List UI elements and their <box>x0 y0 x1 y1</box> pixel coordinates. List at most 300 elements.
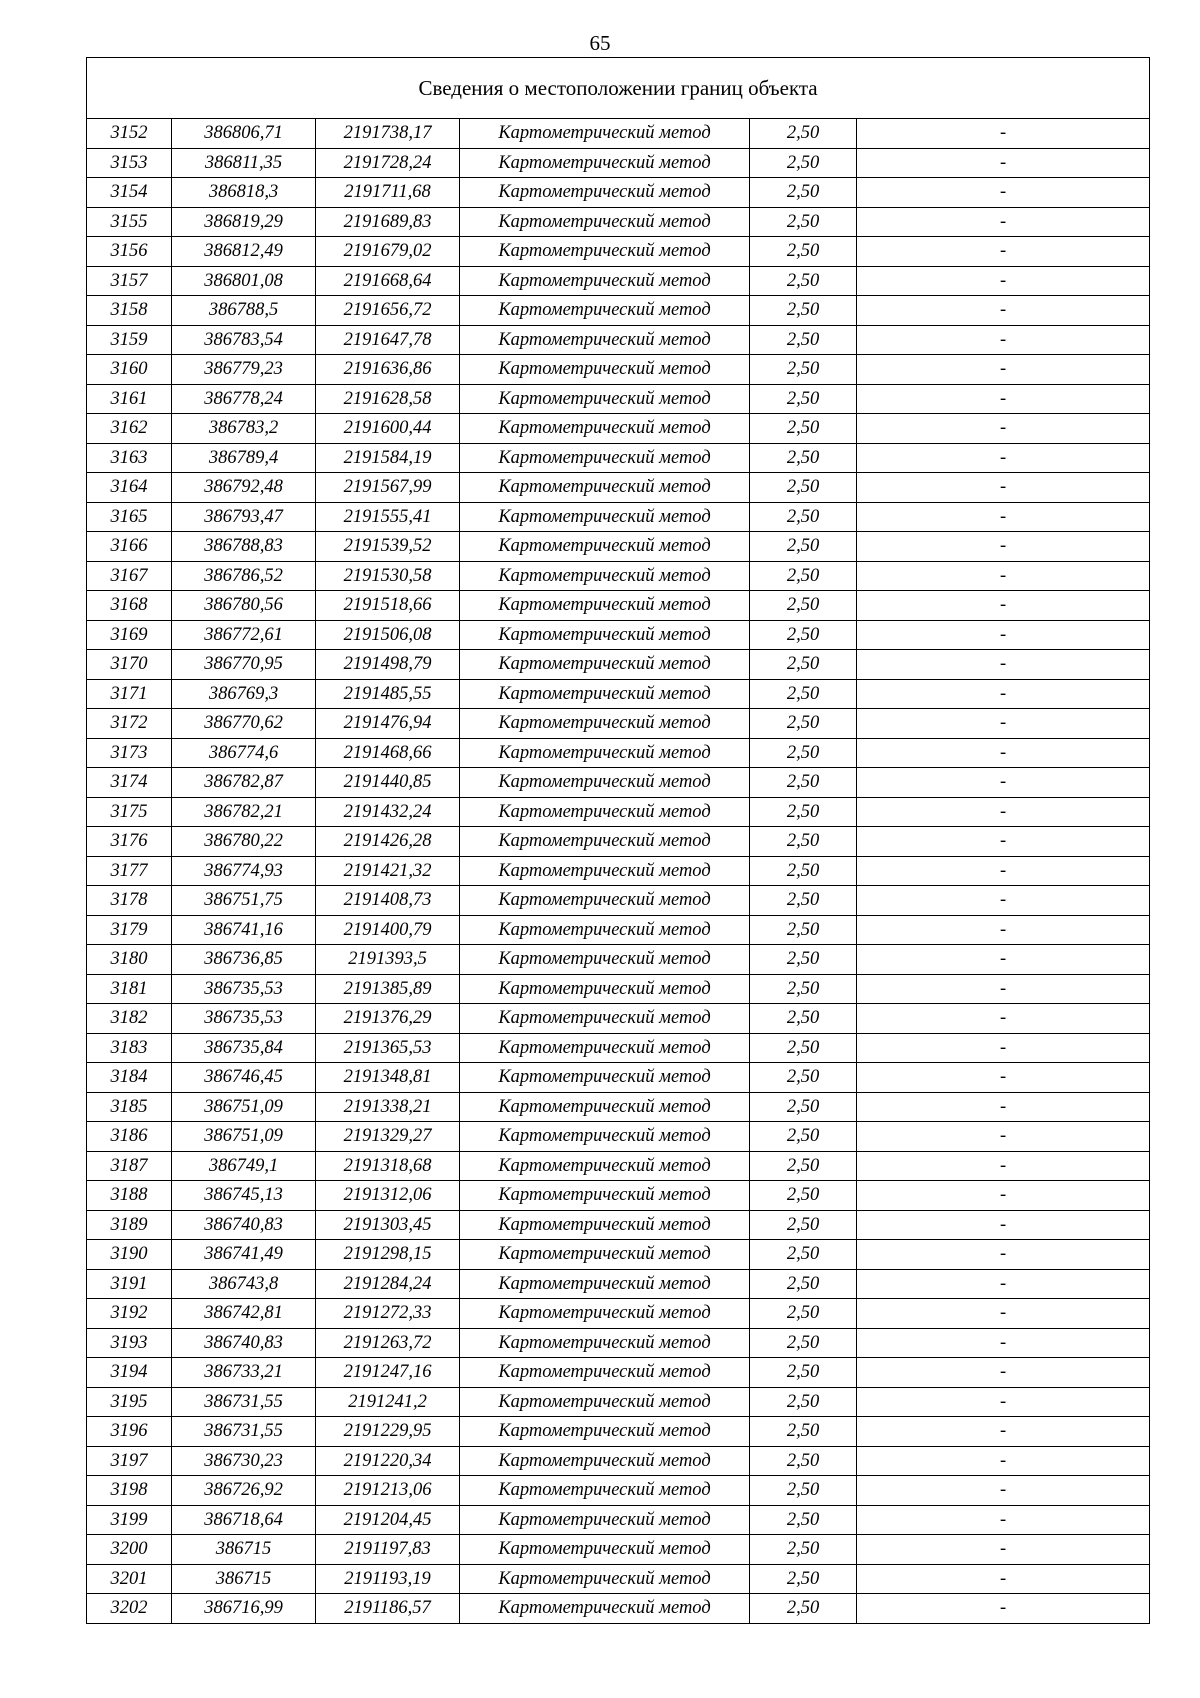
method-cell: Картометрический метод <box>460 237 750 267</box>
table-row <box>87 1505 1150 1535</box>
point-number-cell: 3154 <box>87 178 172 208</box>
accuracy-cell: 2,50 <box>750 1387 857 1417</box>
point-number-cell: 3194 <box>87 1358 172 1388</box>
accuracy-cell: 2,50 <box>750 414 857 444</box>
x-coordinate-cell: 386735,84 <box>172 1033 316 1063</box>
point-number-cell: 3171 <box>87 679 172 709</box>
description-cell: - <box>857 1417 1150 1447</box>
description-cell: - <box>857 1151 1150 1181</box>
boundary-table <box>86 57 1150 1624</box>
y-coordinate-cell: 2191498,79 <box>316 650 460 680</box>
point-number-cell: 3163 <box>87 443 172 473</box>
point-number-cell: 3170 <box>87 650 172 680</box>
y-coordinate-cell: 2191272,33 <box>316 1299 460 1329</box>
method-cell: Картометрический метод <box>460 1417 750 1447</box>
method-cell: Картометрический метод <box>460 561 750 591</box>
x-coordinate-cell: 386786,52 <box>172 561 316 591</box>
method-cell: Картометрический метод <box>460 1210 750 1240</box>
point-number-cell: 3153 <box>87 148 172 178</box>
y-coordinate-cell: 2191303,45 <box>316 1210 460 1240</box>
accuracy-cell: 2,50 <box>750 1476 857 1506</box>
x-coordinate-cell: 386801,08 <box>172 266 316 296</box>
y-coordinate-cell: 2191338,21 <box>316 1092 460 1122</box>
x-coordinate-cell: 386788,5 <box>172 296 316 326</box>
point-number-cell: 3155 <box>87 207 172 237</box>
table-row <box>87 1299 1150 1329</box>
description-cell: - <box>857 207 1150 237</box>
point-number-cell: 3192 <box>87 1299 172 1329</box>
point-number-cell: 3200 <box>87 1535 172 1565</box>
table-row <box>87 1387 1150 1417</box>
table-row <box>87 1151 1150 1181</box>
accuracy-cell: 2,50 <box>750 266 857 296</box>
accuracy-cell: 2,50 <box>750 443 857 473</box>
point-number-cell: 3162 <box>87 414 172 444</box>
table-row <box>87 1594 1150 1624</box>
accuracy-cell: 2,50 <box>750 856 857 886</box>
y-coordinate-cell: 2191204,45 <box>316 1505 460 1535</box>
description-cell: - <box>857 1505 1150 1535</box>
x-coordinate-cell: 386774,93 <box>172 856 316 886</box>
y-coordinate-cell: 2191656,72 <box>316 296 460 326</box>
description-cell: - <box>857 1328 1150 1358</box>
description-cell: - <box>857 1358 1150 1388</box>
method-cell: Картометрический метод <box>460 974 750 1004</box>
y-coordinate-cell: 2191393,5 <box>316 945 460 975</box>
method-cell: Картометрический метод <box>460 886 750 916</box>
table-row <box>87 768 1150 798</box>
point-number-cell: 3178 <box>87 886 172 916</box>
table-row <box>87 1358 1150 1388</box>
table-title-row <box>87 58 1150 119</box>
x-coordinate-cell: 386770,62 <box>172 709 316 739</box>
point-number-cell: 3193 <box>87 1328 172 1358</box>
method-cell: Картометрический метод <box>460 1092 750 1122</box>
description-cell: - <box>857 296 1150 326</box>
accuracy-cell: 2,50 <box>750 1328 857 1358</box>
table-row <box>87 266 1150 296</box>
point-number-cell: 3176 <box>87 827 172 857</box>
method-cell: Картометрический метод <box>460 148 750 178</box>
method-cell: Картометрический метод <box>460 1535 750 1565</box>
point-number-cell: 3189 <box>87 1210 172 1240</box>
method-cell: Картометрический метод <box>460 856 750 886</box>
method-cell: Картометрический метод <box>460 797 750 827</box>
y-coordinate-cell: 2191636,86 <box>316 355 460 385</box>
y-coordinate-cell: 2191584,19 <box>316 443 460 473</box>
x-coordinate-cell: 386715 <box>172 1535 316 1565</box>
accuracy-cell: 2,50 <box>750 1535 857 1565</box>
x-coordinate-cell: 386751,09 <box>172 1122 316 1152</box>
table-row <box>87 1033 1150 1063</box>
method-cell: Картометрический метод <box>460 1476 750 1506</box>
x-coordinate-cell: 386812,49 <box>172 237 316 267</box>
method-cell: Картометрический метод <box>460 502 750 532</box>
table-row <box>87 1269 1150 1299</box>
x-coordinate-cell: 386780,56 <box>172 591 316 621</box>
y-coordinate-cell: 2191689,83 <box>316 207 460 237</box>
description-cell: - <box>857 738 1150 768</box>
table-row <box>87 797 1150 827</box>
x-coordinate-cell: 386778,24 <box>172 384 316 414</box>
x-coordinate-cell: 386733,21 <box>172 1358 316 1388</box>
y-coordinate-cell: 2191600,44 <box>316 414 460 444</box>
table-row <box>87 1092 1150 1122</box>
method-cell: Картометрический метод <box>460 266 750 296</box>
table-row <box>87 1476 1150 1506</box>
y-coordinate-cell: 2191263,72 <box>316 1328 460 1358</box>
description-cell: - <box>857 1269 1150 1299</box>
method-cell: Картометрический метод <box>460 1299 750 1329</box>
accuracy-cell: 2,50 <box>750 886 857 916</box>
x-coordinate-cell: 386806,71 <box>172 119 316 149</box>
accuracy-cell: 2,50 <box>750 1240 857 1270</box>
point-number-cell: 3197 <box>87 1446 172 1476</box>
method-cell: Картометрический метод <box>460 119 750 149</box>
description-cell: - <box>857 709 1150 739</box>
accuracy-cell: 2,50 <box>750 1033 857 1063</box>
x-coordinate-cell: 386779,23 <box>172 355 316 385</box>
point-number-cell: 3156 <box>87 237 172 267</box>
description-cell: - <box>857 1092 1150 1122</box>
table-row <box>87 886 1150 916</box>
point-number-cell: 3188 <box>87 1181 172 1211</box>
table-row <box>87 296 1150 326</box>
method-cell: Картометрический метод <box>460 1240 750 1270</box>
accuracy-cell: 2,50 <box>750 1564 857 1594</box>
description-cell: - <box>857 1387 1150 1417</box>
accuracy-cell: 2,50 <box>750 650 857 680</box>
table-row <box>87 443 1150 473</box>
y-coordinate-cell: 2191476,94 <box>316 709 460 739</box>
accuracy-cell: 2,50 <box>750 768 857 798</box>
accuracy-cell: 2,50 <box>750 473 857 503</box>
description-cell: - <box>857 561 1150 591</box>
table-row <box>87 650 1150 680</box>
description-cell: - <box>857 856 1150 886</box>
method-cell: Картометрический метод <box>460 945 750 975</box>
method-cell: Картометрический метод <box>460 1151 750 1181</box>
method-cell: Картометрический метод <box>460 207 750 237</box>
method-cell: Картометрический метод <box>460 443 750 473</box>
method-cell: Картометрический метод <box>460 532 750 562</box>
description-cell: - <box>857 1594 1150 1624</box>
accuracy-cell: 2,50 <box>750 679 857 709</box>
point-number-cell: 3157 <box>87 266 172 296</box>
x-coordinate-cell: 386793,47 <box>172 502 316 532</box>
table-row <box>87 591 1150 621</box>
description-cell: - <box>857 119 1150 149</box>
description-cell: - <box>857 1063 1150 1093</box>
table-row <box>87 974 1150 1004</box>
x-coordinate-cell: 386782,87 <box>172 768 316 798</box>
x-coordinate-cell: 386818,3 <box>172 178 316 208</box>
table-row <box>87 1535 1150 1565</box>
description-cell: - <box>857 797 1150 827</box>
accuracy-cell: 2,50 <box>750 561 857 591</box>
y-coordinate-cell: 2191329,27 <box>316 1122 460 1152</box>
table-row <box>87 915 1150 945</box>
accuracy-cell: 2,50 <box>750 325 857 355</box>
description-cell: - <box>857 945 1150 975</box>
x-coordinate-cell: 386751,75 <box>172 886 316 916</box>
y-coordinate-cell: 2191518,66 <box>316 591 460 621</box>
x-coordinate-cell: 386783,54 <box>172 325 316 355</box>
point-number-cell: 3190 <box>87 1240 172 1270</box>
table-row <box>87 709 1150 739</box>
point-number-cell: 3160 <box>87 355 172 385</box>
table-row <box>87 561 1150 591</box>
accuracy-cell: 2,50 <box>750 207 857 237</box>
accuracy-cell: 2,50 <box>750 148 857 178</box>
y-coordinate-cell: 2191193,19 <box>316 1564 460 1594</box>
method-cell: Картометрический метод <box>460 473 750 503</box>
table-row <box>87 1240 1150 1270</box>
point-number-cell: 3180 <box>87 945 172 975</box>
x-coordinate-cell: 386811,35 <box>172 148 316 178</box>
accuracy-cell: 2,50 <box>750 620 857 650</box>
x-coordinate-cell: 386740,83 <box>172 1328 316 1358</box>
method-cell: Картометрический метод <box>460 650 750 680</box>
y-coordinate-cell: 2191468,66 <box>316 738 460 768</box>
accuracy-cell: 2,50 <box>750 709 857 739</box>
x-coordinate-cell: 386749,1 <box>172 1151 316 1181</box>
method-cell: Картометрический метод <box>460 414 750 444</box>
point-number-cell: 3168 <box>87 591 172 621</box>
page-number: 65 <box>589 31 611 55</box>
accuracy-cell: 2,50 <box>750 797 857 827</box>
description-cell: - <box>857 1122 1150 1152</box>
method-cell: Картометрический метод <box>460 384 750 414</box>
description-cell: - <box>857 827 1150 857</box>
y-coordinate-cell: 2191567,99 <box>316 473 460 503</box>
table-body <box>87 58 1150 1624</box>
point-number-cell: 3173 <box>87 738 172 768</box>
description-cell: - <box>857 1564 1150 1594</box>
method-cell: Картометрический метод <box>460 355 750 385</box>
point-number-cell: 3183 <box>87 1033 172 1063</box>
x-coordinate-cell: 386740,83 <box>172 1210 316 1240</box>
point-number-cell: 3174 <box>87 768 172 798</box>
y-coordinate-cell: 2191284,24 <box>316 1269 460 1299</box>
table-row <box>87 148 1150 178</box>
accuracy-cell: 2,50 <box>750 1417 857 1447</box>
table-row <box>87 355 1150 385</box>
x-coordinate-cell: 386788,83 <box>172 532 316 562</box>
accuracy-cell: 2,50 <box>750 1092 857 1122</box>
method-cell: Картометрический метод <box>460 1004 750 1034</box>
table-row <box>87 1181 1150 1211</box>
point-number-cell: 3186 <box>87 1122 172 1152</box>
accuracy-cell: 2,50 <box>750 119 857 149</box>
point-number-cell: 3167 <box>87 561 172 591</box>
description-cell: - <box>857 473 1150 503</box>
table-row <box>87 1210 1150 1240</box>
description-cell: - <box>857 148 1150 178</box>
description-cell: - <box>857 237 1150 267</box>
method-cell: Картометрический метод <box>460 827 750 857</box>
accuracy-cell: 2,50 <box>750 591 857 621</box>
description-cell: - <box>857 178 1150 208</box>
method-cell: Картометрический метод <box>460 178 750 208</box>
table-row <box>87 1122 1150 1152</box>
point-number-cell: 3187 <box>87 1151 172 1181</box>
y-coordinate-cell: 2191738,17 <box>316 119 460 149</box>
point-number-cell: 3164 <box>87 473 172 503</box>
y-coordinate-cell: 2191247,16 <box>316 1358 460 1388</box>
description-cell: - <box>857 886 1150 916</box>
method-cell: Картометрический метод <box>460 738 750 768</box>
point-number-cell: 3175 <box>87 797 172 827</box>
accuracy-cell: 2,50 <box>750 974 857 1004</box>
table-row <box>87 1564 1150 1594</box>
table-row <box>87 207 1150 237</box>
y-coordinate-cell: 2191241,2 <box>316 1387 460 1417</box>
point-number-cell: 3182 <box>87 1004 172 1034</box>
method-cell: Картометрический метод <box>460 1122 750 1152</box>
method-cell: Картометрический метод <box>460 620 750 650</box>
point-number-cell: 3184 <box>87 1063 172 1093</box>
y-coordinate-cell: 2191539,52 <box>316 532 460 562</box>
x-coordinate-cell: 386774,6 <box>172 738 316 768</box>
table-row <box>87 1417 1150 1447</box>
method-cell: Картометрический метод <box>460 1505 750 1535</box>
x-coordinate-cell: 386735,53 <box>172 974 316 1004</box>
point-number-cell: 3191 <box>87 1269 172 1299</box>
point-number-cell: 3201 <box>87 1564 172 1594</box>
x-coordinate-cell: 386730,23 <box>172 1446 316 1476</box>
point-number-cell: 3161 <box>87 384 172 414</box>
description-cell: - <box>857 1446 1150 1476</box>
point-number-cell: 3185 <box>87 1092 172 1122</box>
x-coordinate-cell: 386746,45 <box>172 1063 316 1093</box>
y-coordinate-cell: 2191365,53 <box>316 1033 460 1063</box>
point-number-cell: 3181 <box>87 974 172 1004</box>
description-cell: - <box>857 1535 1150 1565</box>
description-cell: - <box>857 974 1150 1004</box>
x-coordinate-cell: 386735,53 <box>172 1004 316 1034</box>
point-number-cell: 3179 <box>87 915 172 945</box>
table-row <box>87 827 1150 857</box>
accuracy-cell: 2,50 <box>750 1358 857 1388</box>
accuracy-cell: 2,50 <box>750 178 857 208</box>
description-cell: - <box>857 266 1150 296</box>
method-cell: Картометрический метод <box>460 915 750 945</box>
y-coordinate-cell: 2191426,28 <box>316 827 460 857</box>
x-coordinate-cell: 386772,61 <box>172 620 316 650</box>
method-cell: Картометрический метод <box>460 591 750 621</box>
point-number-cell: 3172 <box>87 709 172 739</box>
table-row <box>87 237 1150 267</box>
x-coordinate-cell: 386741,16 <box>172 915 316 945</box>
method-cell: Картометрический метод <box>460 1446 750 1476</box>
method-cell: Картометрический метод <box>460 1328 750 1358</box>
x-coordinate-cell: 386789,4 <box>172 443 316 473</box>
y-coordinate-cell: 2191711,68 <box>316 178 460 208</box>
accuracy-cell: 2,50 <box>750 355 857 385</box>
description-cell: - <box>857 1033 1150 1063</box>
table-row <box>87 473 1150 503</box>
accuracy-cell: 2,50 <box>750 915 857 945</box>
point-number-cell: 3202 <box>87 1594 172 1624</box>
description-cell: - <box>857 1476 1150 1506</box>
x-coordinate-cell: 386731,55 <box>172 1417 316 1447</box>
table-row <box>87 1063 1150 1093</box>
point-number-cell: 3195 <box>87 1387 172 1417</box>
method-cell: Картометрический метод <box>460 768 750 798</box>
point-number-cell: 3177 <box>87 856 172 886</box>
description-cell: - <box>857 1240 1150 1270</box>
description-cell: - <box>857 679 1150 709</box>
method-cell: Картометрический метод <box>460 1269 750 1299</box>
x-coordinate-cell: 386716,99 <box>172 1594 316 1624</box>
accuracy-cell: 2,50 <box>750 532 857 562</box>
accuracy-cell: 2,50 <box>750 945 857 975</box>
point-number-cell: 3196 <box>87 1417 172 1447</box>
table-row <box>87 856 1150 886</box>
method-cell: Картометрический метод <box>460 679 750 709</box>
point-number-cell: 3199 <box>87 1505 172 1535</box>
point-number-cell: 3152 <box>87 119 172 149</box>
description-cell: - <box>857 915 1150 945</box>
y-coordinate-cell: 2191197,83 <box>316 1535 460 1565</box>
y-coordinate-cell: 2191408,73 <box>316 886 460 916</box>
x-coordinate-cell: 386745,13 <box>172 1181 316 1211</box>
y-coordinate-cell: 2191555,41 <box>316 502 460 532</box>
table-row <box>87 119 1150 149</box>
description-cell: - <box>857 591 1150 621</box>
y-coordinate-cell: 2191220,34 <box>316 1446 460 1476</box>
x-coordinate-cell: 386792,48 <box>172 473 316 503</box>
table-title: Сведения о местоположении границ объекта <box>87 58 1150 119</box>
x-coordinate-cell: 386715 <box>172 1564 316 1594</box>
y-coordinate-cell: 2191186,57 <box>316 1594 460 1624</box>
y-coordinate-cell: 2191421,32 <box>316 856 460 886</box>
y-coordinate-cell: 2191628,58 <box>316 384 460 414</box>
description-cell: - <box>857 620 1150 650</box>
table-row <box>87 325 1150 355</box>
y-coordinate-cell: 2191530,58 <box>316 561 460 591</box>
description-cell: - <box>857 1210 1150 1240</box>
x-coordinate-cell: 386783,2 <box>172 414 316 444</box>
table-row <box>87 384 1150 414</box>
x-coordinate-cell: 386741,49 <box>172 1240 316 1270</box>
point-number-cell: 3165 <box>87 502 172 532</box>
method-cell: Картометрический метод <box>460 296 750 326</box>
y-coordinate-cell: 2191432,24 <box>316 797 460 827</box>
y-coordinate-cell: 2191385,89 <box>316 974 460 1004</box>
x-coordinate-cell: 386751,09 <box>172 1092 316 1122</box>
table-row <box>87 1328 1150 1358</box>
accuracy-cell: 2,50 <box>750 1210 857 1240</box>
x-coordinate-cell: 386782,21 <box>172 797 316 827</box>
x-coordinate-cell: 386743,8 <box>172 1269 316 1299</box>
x-coordinate-cell: 386780,22 <box>172 827 316 857</box>
description-cell: - <box>857 1004 1150 1034</box>
accuracy-cell: 2,50 <box>750 1269 857 1299</box>
y-coordinate-cell: 2191312,06 <box>316 1181 460 1211</box>
accuracy-cell: 2,50 <box>750 1122 857 1152</box>
description-cell: - <box>857 768 1150 798</box>
table-row <box>87 620 1150 650</box>
accuracy-cell: 2,50 <box>750 1063 857 1093</box>
table-row <box>87 1446 1150 1476</box>
table-row <box>87 502 1150 532</box>
description-cell: - <box>857 532 1150 562</box>
y-coordinate-cell: 2191440,85 <box>316 768 460 798</box>
method-cell: Картометрический метод <box>460 1033 750 1063</box>
method-cell: Картометрический метод <box>460 325 750 355</box>
